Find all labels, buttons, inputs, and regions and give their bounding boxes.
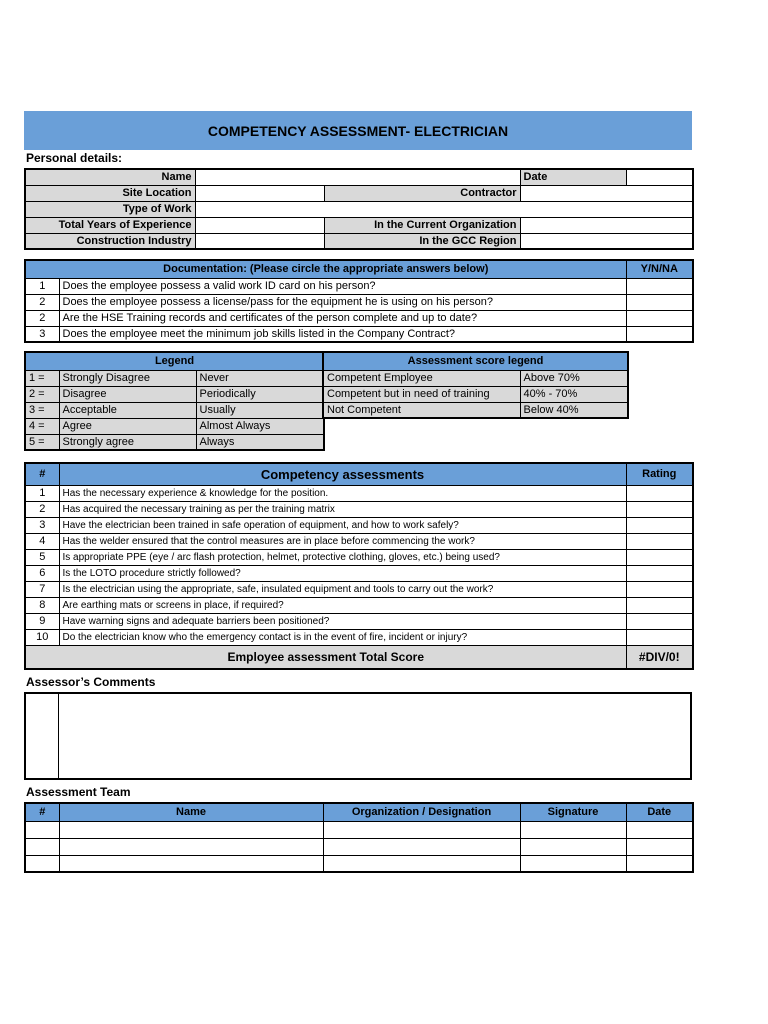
competency-row xyxy=(25,597,693,613)
rating-header: Rating xyxy=(626,463,693,485)
team-org-header: Organization / Designation xyxy=(323,803,520,821)
legend-table xyxy=(24,351,325,451)
team-row xyxy=(25,821,693,838)
total-score-label: Employee assessment Total Score xyxy=(25,645,626,669)
personal-details-table xyxy=(24,168,694,250)
score-legend-row xyxy=(323,402,628,418)
team-num-cell[interactable] xyxy=(25,855,59,872)
rating-field[interactable] xyxy=(626,533,693,549)
documentation-header: Documentation: (Please circle the appropriate answers below) xyxy=(25,260,626,278)
legend-row xyxy=(25,370,324,386)
yn-header: Y/N/NA xyxy=(626,260,693,278)
competency-num-header: # xyxy=(25,463,59,485)
current-org-label: In the Current Organization xyxy=(324,217,520,233)
competency-row xyxy=(25,613,693,629)
legend-row xyxy=(25,418,324,434)
legend-frequency: Periodically xyxy=(196,386,324,402)
rating-field[interactable] xyxy=(626,613,693,629)
team-date-cell[interactable] xyxy=(626,855,693,872)
legend-frequency: Usually xyxy=(196,402,324,418)
doc-answer-field[interactable] xyxy=(626,326,693,342)
team-org-cell[interactable] xyxy=(323,821,520,838)
name-label: Name xyxy=(25,169,195,185)
team-name-cell[interactable] xyxy=(59,855,323,872)
legend-num: 1 = xyxy=(25,370,59,386)
gcc-field[interactable] xyxy=(520,233,693,249)
team-row xyxy=(25,838,693,855)
competency-text: Is appropriate PPE (eye / arc flash protection, helmet, protective clothing, gloves, etc.) being used? xyxy=(59,549,626,565)
competency-num: 7 xyxy=(25,581,59,597)
competency-num: 6 xyxy=(25,565,59,581)
rating-field[interactable] xyxy=(626,581,693,597)
doc-text: Does the employee meet the minimum job skills listed in the Company Contract? xyxy=(59,326,626,342)
legend-header: Legend xyxy=(25,352,324,370)
competency-row xyxy=(25,629,693,645)
doc-num: 1 xyxy=(25,278,59,294)
legend-num: 5 = xyxy=(25,434,59,450)
team-date-cell[interactable] xyxy=(626,838,693,855)
total-years-label: Total Years of Experience xyxy=(25,217,195,233)
rating-field[interactable] xyxy=(626,501,693,517)
score-legend-row xyxy=(323,386,628,402)
competency-row xyxy=(25,549,693,565)
contractor-label: Contractor xyxy=(324,185,520,201)
team-date-header: Date xyxy=(626,803,693,821)
construction-label: Construction Industry xyxy=(25,233,195,249)
name-field[interactable] xyxy=(195,169,520,185)
team-signature-cell[interactable] xyxy=(520,838,626,855)
team-org-cell[interactable] xyxy=(323,838,520,855)
legend-label: Agree xyxy=(59,418,196,434)
team-signature-cell[interactable] xyxy=(520,855,626,872)
construction-field[interactable] xyxy=(195,233,324,249)
team-num-cell[interactable] xyxy=(25,838,59,855)
legend-label: Disagree xyxy=(59,386,196,402)
competency-row xyxy=(25,533,693,549)
score-label: Competent Employee xyxy=(323,370,520,386)
competency-num: 10 xyxy=(25,629,59,645)
competency-text: Is the electrician using the appropriate, safe, insulated equipment and tools to carry out the work? xyxy=(59,581,626,597)
doc-answer-field[interactable] xyxy=(626,278,693,294)
assessment-team-heading: Assessment Team xyxy=(26,785,131,799)
competency-num: 5 xyxy=(25,549,59,565)
documentation-row xyxy=(25,326,693,342)
form-title: COMPETENCY ASSESSMENT- ELECTRICIAN xyxy=(24,111,692,150)
site-location-field[interactable] xyxy=(195,185,324,201)
doc-text: Are the HSE Training records and certificates of the person complete and up to date? xyxy=(59,310,626,326)
score-label: Not Competent xyxy=(323,402,520,418)
rating-field[interactable] xyxy=(626,565,693,581)
competency-row xyxy=(25,565,693,581)
total-years-field[interactable] xyxy=(195,217,324,233)
score-label: Competent but in need of training xyxy=(323,386,520,402)
assessor-comments-box[interactable] xyxy=(24,692,692,780)
competency-num: 1 xyxy=(25,485,59,501)
assessment-team-table xyxy=(24,802,694,873)
doc-text: Does the employee possess a valid work ID card on his person? xyxy=(59,278,626,294)
competency-text: Is the LOTO procedure strictly followed? xyxy=(59,565,626,581)
doc-text: Does the employee possess a license/pass for the equipment he is using on his person? xyxy=(59,294,626,310)
team-row xyxy=(25,855,693,872)
competency-text: Has the necessary experience & knowledge for the position. xyxy=(59,485,626,501)
site-location-label: Site Location xyxy=(25,185,195,201)
competency-text: Have the electrician been trained in safe operation of equipment, and how to work safely? xyxy=(59,517,626,533)
date-field[interactable] xyxy=(626,169,693,185)
score-legend-table xyxy=(322,351,629,419)
team-date-cell[interactable] xyxy=(626,821,693,838)
rating-field[interactable] xyxy=(626,629,693,645)
legend-label: Strongly Disagree xyxy=(59,370,196,386)
competency-row xyxy=(25,501,693,517)
team-name-header: Name xyxy=(59,803,323,821)
legend-row xyxy=(25,434,324,450)
competency-table xyxy=(24,462,694,670)
legend-frequency: Always xyxy=(196,434,324,450)
legend-num: 3 = xyxy=(25,402,59,418)
documentation-table xyxy=(24,259,694,343)
rating-field[interactable] xyxy=(626,549,693,565)
rating-field[interactable] xyxy=(626,517,693,533)
documentation-row xyxy=(25,310,693,326)
legend-num: 4 = xyxy=(25,418,59,434)
assessor-comments-heading: Assessor’s Comments xyxy=(26,675,156,689)
score-legend-row xyxy=(323,370,628,386)
documentation-row xyxy=(25,278,693,294)
comments-divider xyxy=(58,694,59,778)
team-num-cell[interactable] xyxy=(25,821,59,838)
team-signature-cell[interactable] xyxy=(520,821,626,838)
doc-num: 2 xyxy=(25,294,59,310)
competency-num: 9 xyxy=(25,613,59,629)
competency-row xyxy=(25,485,693,501)
competency-text: Has the welder ensured that the control measures are in place before commencing the work? xyxy=(59,533,626,549)
score-range: Above 70% xyxy=(520,370,628,386)
date-label: Date xyxy=(520,169,626,185)
legend-frequency: Never xyxy=(196,370,324,386)
team-name-cell[interactable] xyxy=(59,821,323,838)
doc-answer-field[interactable] xyxy=(626,310,693,326)
competency-row xyxy=(25,517,693,533)
doc-num: 3 xyxy=(25,326,59,342)
type-of-work-label: Type of Work xyxy=(25,201,195,217)
type-of-work-field[interactable] xyxy=(195,201,693,217)
competency-header: Competency assessments xyxy=(59,463,626,485)
personal-details-heading: Personal details: xyxy=(26,151,123,165)
doc-answer-field[interactable] xyxy=(626,294,693,310)
team-num-header: # xyxy=(25,803,59,821)
current-org-field[interactable] xyxy=(520,217,693,233)
competency-num: 3 xyxy=(25,517,59,533)
rating-field[interactable] xyxy=(626,485,693,501)
documentation-row xyxy=(25,294,693,310)
competency-text: Has acquired the necessary training as per the training matrix xyxy=(59,501,626,517)
score-range: 40% - 70% xyxy=(520,386,628,402)
gcc-label: In the GCC Region xyxy=(324,233,520,249)
competency-num: 2 xyxy=(25,501,59,517)
legend-row xyxy=(25,402,324,418)
competency-num: 4 xyxy=(25,533,59,549)
competency-row xyxy=(25,581,693,597)
doc-num: 2 xyxy=(25,310,59,326)
team-signature-header: Signature xyxy=(520,803,626,821)
team-org-cell[interactable] xyxy=(323,855,520,872)
legend-label: Acceptable xyxy=(59,402,196,418)
legend-num: 2 = xyxy=(25,386,59,402)
legend-row xyxy=(25,386,324,402)
contractor-field[interactable] xyxy=(520,185,693,201)
competency-text: Have warning signs and adequate barriers been positioned? xyxy=(59,613,626,629)
score-legend-header: Assessment score legend xyxy=(323,352,628,370)
team-name-cell[interactable] xyxy=(59,838,323,855)
competency-text: Do the electrician know who the emergency contact is in the event of fire, incident or injury? xyxy=(59,629,626,645)
competency-num: 8 xyxy=(25,597,59,613)
legend-label: Strongly agree xyxy=(59,434,196,450)
total-score-value: #DIV/0! xyxy=(626,645,693,669)
legend-frequency: Almost Always xyxy=(196,418,324,434)
score-range: Below 40% xyxy=(520,402,628,418)
rating-field[interactable] xyxy=(626,597,693,613)
competency-text: Are earthing mats or screens in place, if required? xyxy=(59,597,626,613)
